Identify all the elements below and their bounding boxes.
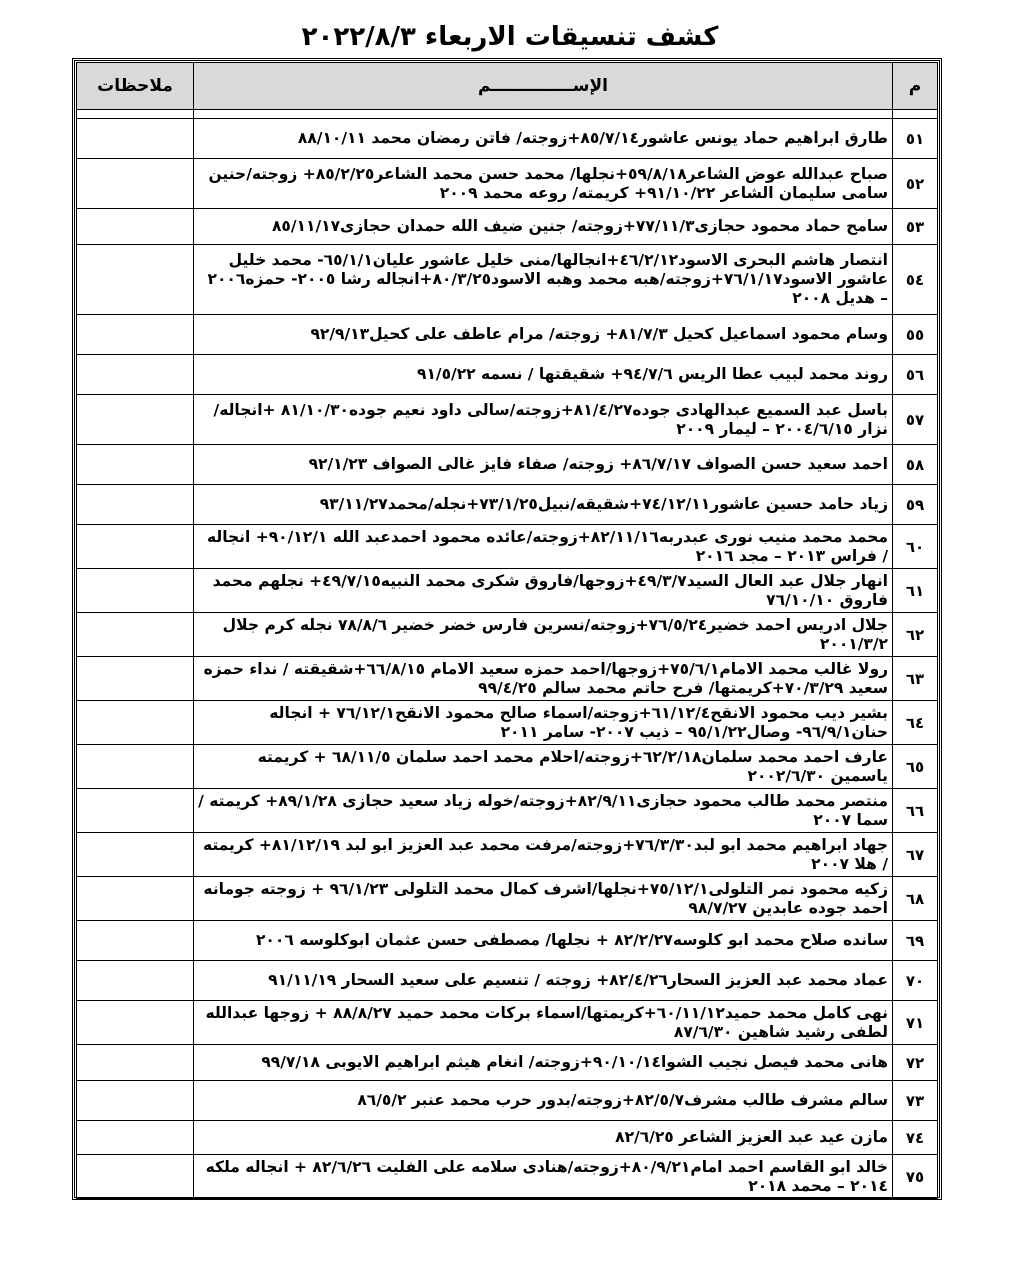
row-notes [77,745,194,789]
table-row [77,833,938,877]
table-row [77,745,938,789]
row-notes [77,119,194,159]
row-number: ٥٤ [893,245,938,315]
row-number: ٧٢ [893,1045,938,1081]
row-names: زكيه محمود نمر التلولى٧٥/١٢/١+نجلها/اشرف كمال محمد التلولى ٩٦/١/٢٣ + زوجته جومانه احمد جوده عابدين ٩٨/٧/٢٧ [194,877,893,921]
row-number: ٦٤ [893,701,938,745]
row-notes [77,701,194,745]
row-number: ٥٧ [893,395,938,445]
names-table [76,62,938,1199]
table-row [77,209,938,245]
row-notes [77,159,194,209]
row-names: انهار جلال عبد العال السيد٤٩/٣/٧+زوجها/فاروق شكرى محمد النبيه٤٩/٧/١٥+ نجلهم محمد فاروق ٧٦/١٠/١٠ [194,569,893,613]
row-notes [77,245,194,315]
table-header-row [77,63,938,110]
row-notes [77,1001,194,1045]
row-number: ٦٣ [893,657,938,701]
table-row [77,613,938,657]
row-notes [77,1045,194,1081]
row-notes [77,485,194,525]
row-notes [77,833,194,877]
row-names: احمد سعيد حسن الصواف ٨٦/٧/١٧+ زوجته/ صفاء فايز غالى الصواف ٩٢/١/٢٣ [194,445,893,485]
row-number: ٧٠ [893,961,938,1001]
table-row [77,789,938,833]
row-notes [77,395,194,445]
row-number: ٦٦ [893,789,938,833]
row-notes [77,877,194,921]
row-notes [77,613,194,657]
row-notes [77,1121,194,1155]
table-row [77,485,938,525]
row-names: جلال ادريس احمد خضير٧٦/٥/٢٤+زوجته/نسرين فارس خضر خضير ٧٨/٨/٦ نجله كرم جلال ٢٠٠١/٣/٢ [194,613,893,657]
table-row [77,1081,938,1121]
row-names: سالم مشرف طالب مشرف٨٢/٥/٧+زوجته/بدور حرب محمد عنبر ٨٦/٥/٢ [194,1081,893,1121]
row-notes [77,657,194,701]
row-names: انتصار هاشم البحرى الاسود٤٦/٢/١٢+انجالها/منى خليل عاشور عليان٦٥/١/١- محمد خليل عاشور الاسود٧٦/١/١٧+زوجته/هبه محمد وهبه الاسود٨٠/٣/٢٥+انجاله رشا ٢٠٠٥- حمزه٢٠٠٦ – هديل ٢٠٠٨ [194,245,893,315]
row-number: ٥٥ [893,315,938,355]
table-row [77,119,938,159]
row-notes [77,355,194,395]
row-notes [77,921,194,961]
row-number: ٥٦ [893,355,938,395]
row-number: ٥٣ [893,209,938,245]
row-names: طارق ابراهيم حماد يونس عاشور٨٥/٧/١٤+زوجته/ فاتن رمضان محمد ٨٨/١٠/١١ [194,119,893,159]
row-notes [77,209,194,245]
row-names: روند محمد لبيب عطا الريس ٩٤/٧/٦+ شقيقتها / نسمه ٩١/٥/٢٢ [194,355,893,395]
row-number: ٦١ [893,569,938,613]
row-number: ٧٤ [893,1121,938,1155]
row-names: رولا غالب محمد الامام٧٥/٦/١+زوجها/احمد حمزه سعيد الامام ٦٦/٨/١٥+شقيقته / نداء حمزه سعيد ٧٠/٣/٢٩+كريمتها/ فرح حاتم محمد سالم ٩٩/٤/٢٥ [194,657,893,701]
row-notes [77,789,194,833]
row-names: سانده صلاح محمد ابو كلوسه٨٢/٢/٢٧ + نجلها/ مصطفى حسن عثمان ابوكلوسه ٢٠٠٦ [194,921,893,961]
row-names: خالد ابو القاسم احمد امام٨٠/٩/٢١+زوجته/هنادى سلامه على الفليت ٨٢/٦/٢٦ + انجاله ملكه ٢٠١٤ – محمد ٢٠١٨ [194,1155,893,1199]
row-number: ٥٨ [893,445,938,485]
table-row [77,877,938,921]
table-row [77,355,938,395]
row-names: جهاد ابراهيم محمد ابو لبد٧٦/٣/٣٠+زوجته/مرفت محمد عبد العزيز ابو لبد ٨١/١٢/١٩+ كريمته / هلا ٢٠٠٧ [194,833,893,877]
header-name: الإســــــــــــــم [194,63,893,110]
row-names: محمد محمد منيب نورى عبدربه٨٢/١١/١٦+زوجته/عائده محمود احمدعبد الله ٩٠/١٢/١+ انجاله / فراس ٢٠١٣ – مجد ٢٠١٦ [194,525,893,569]
row-names: زياد حامد حسين عاشور٧٤/١٢/١١+شقيقه/نبيل٧٣/١/٢٥+نجله/محمد٩٣/١١/٢٧ [194,485,893,525]
row-notes [77,961,194,1001]
table-row [77,525,938,569]
table-row [77,569,938,613]
row-names: عارف احمد محمد سلمان٦٢/٢/١٨+زوجته/احلام محمد احمد سلمان ٦٨/١١/٥ + كريمته ياسمين ٢٠٠٢/٦/٣٠ [194,745,893,789]
row-number: ٥١ [893,119,938,159]
table-row [77,315,938,355]
table-row [77,1045,938,1081]
row-names: منتصر محمد طالب محمود حجازى٨٢/٩/١١+زوجته/خوله زياد سعيد حجازى ٨٩/١/٢٨+ كريمته / سما ٢٠٠٧ [194,789,893,833]
row-number: ٧١ [893,1001,938,1045]
row-number: ٦٨ [893,877,938,921]
row-number: ٦٢ [893,613,938,657]
row-number: ٦٥ [893,745,938,789]
header-gap [77,110,938,119]
table-row [77,445,938,485]
table-row [77,657,938,701]
table-row [77,159,938,209]
row-notes [77,1155,194,1199]
page-title: كشف تنسيقات الاربعاء ٢٠٢٢/٨/٣ [301,22,719,52]
row-number: ٥٢ [893,159,938,209]
table-row [77,1001,938,1045]
row-names: هانى محمد فيصل نجيب الشوا٩٠/١٠/١٤+زوجته/ انغام هيثم ابراهيم الايوبى ٩٩/٧/١٨ [194,1045,893,1081]
row-notes [77,525,194,569]
row-names: نهى كامل محمد حميد٦٠/١١/١٢+كريمتها/اسماء بركات محمد حميد ٨٨/٨/٢٧ + زوجها عبدالله لطفى رشيد شاهين ٨٧/٦/٣٠ [194,1001,893,1045]
row-names: باسل عبد السميع عبدالهادى جوده٨١/٤/٢٧+زوجته/سالى داود نعيم جوده٨١/١٠/٣٠ +انجاله/ نزار ٢٠٠٤/٦/١٥ – ليمار ٢٠٠٩ [194,395,893,445]
row-notes [77,1081,194,1121]
row-names: مازن عيد عبد العزيز الشاعر ٨٢/٦/٢٥ [194,1121,893,1155]
row-names: بشير ديب محمود الانقح٦١/١٢/٤+زوجته/اسماء صالح محمود الانقح٧٦/١٢/١ + انجاله حنان٩٦/٩/١- وصال٩٥/١/٢٢ – ذيب ٢٠٠٧- سامر ٢٠١١ [194,701,893,745]
row-names: صباح عبدالله عوض الشاعر٥٩/٨/١٨+نجلها/ محمد حسن محمد الشاعر٨٥/٢/٢٥+ زوجته/حنين سامى سليمان الشاعر ٩١/١٠/٢٢+ كريمته/ روعه محمد ٢٠٠٩ [194,159,893,209]
header-notes: ملاحظات [77,63,194,110]
row-names: عماد محمد عبد العزيز السحار٨٢/٤/٢٦+ زوجته / تنسيم على سعيد السحار ٩١/١١/١٩ [194,961,893,1001]
table-row [77,245,938,315]
table-row [77,1121,938,1155]
row-notes [77,569,194,613]
header-number: م [893,63,938,110]
table-body [77,110,938,1199]
row-names: سامح حماد محمود حجازى٧٧/١١/٣+زوجته/ جنين ضيف الله حمدان حجازى٨٥/١١/١٧ [194,209,893,245]
row-notes [77,315,194,355]
row-number: ٧٣ [893,1081,938,1121]
row-number: ٦٩ [893,921,938,961]
table-row [77,1155,938,1199]
row-number: ٥٩ [893,485,938,525]
row-names: وسام محمود اسماعيل كحيل ٨١/٧/٣+ زوجته/ مرام عاطف على كحيل٩٢/٩/١٣ [194,315,893,355]
row-number: ٧٥ [893,1155,938,1199]
row-notes [77,445,194,485]
table-row [77,921,938,961]
table-row [77,961,938,1001]
row-number: ٦٠ [893,525,938,569]
table-row [77,395,938,445]
row-number: ٦٧ [893,833,938,877]
table-row [77,701,938,745]
